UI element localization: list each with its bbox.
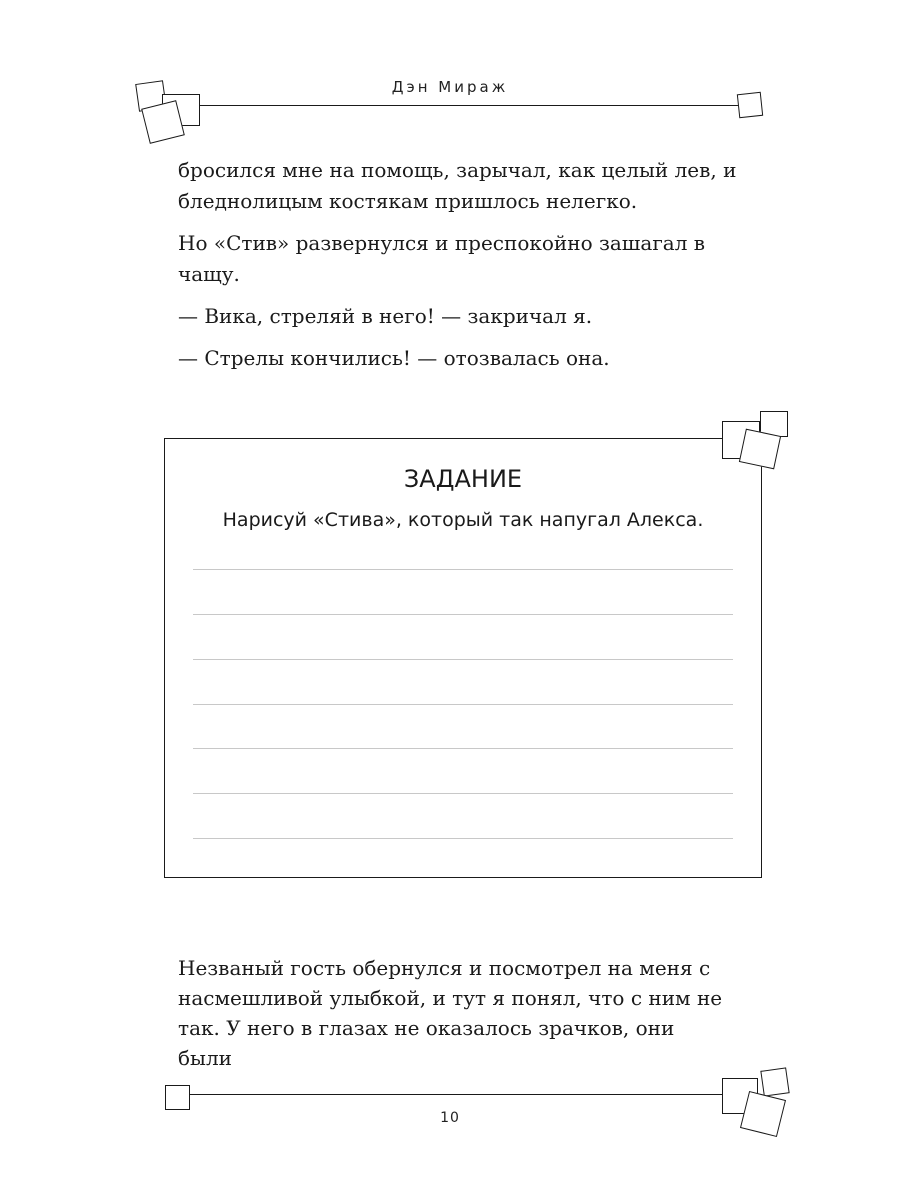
- decorative-square: [165, 1085, 190, 1110]
- paragraph: — Вика, стреляй в него! — закричал я.: [178, 304, 593, 328]
- body-text-bottom: Незваный гость обернулся и посмотрел на меня с насмешливой улыбкой, и тут я понял, что с ним не так. У него в глазах не оказалось зрачков, они были: [178, 956, 723, 1070]
- writing-line[interactable]: [193, 748, 733, 749]
- task-box: [164, 438, 762, 878]
- writing-line[interactable]: [193, 704, 733, 705]
- writing-line[interactable]: [193, 569, 733, 570]
- writing-line[interactable]: [193, 838, 733, 839]
- task-title: ЗАДАНИЕ: [403, 465, 523, 493]
- writing-line[interactable]: [193, 659, 733, 660]
- footer-rule: [190, 1094, 725, 1095]
- body-text-top: [178, 155, 738, 374]
- paragraph: — Стрелы кончились! — отозвалась она.: [178, 346, 610, 370]
- writing-line[interactable]: [193, 614, 733, 615]
- decorative-square: [737, 92, 763, 118]
- page-number: 10: [440, 1110, 460, 1126]
- paragraph: Но «Стив» развернулся и преспокойно зашагал в чащу.: [178, 231, 706, 286]
- writing-line[interactable]: [193, 793, 733, 794]
- decorative-square: [739, 429, 781, 470]
- running-header-author: Дэн Мираж: [391, 78, 509, 96]
- task-instruction: Нарисуй «Стива», который так напугал Алекса.: [222, 509, 704, 531]
- header-rule: [190, 105, 738, 106]
- paragraph: бросился мне на помощь, зарычал, как целый лев, и бледнолицым костякам пришлось нелегко.: [178, 158, 737, 213]
- decorative-square: [760, 1067, 789, 1096]
